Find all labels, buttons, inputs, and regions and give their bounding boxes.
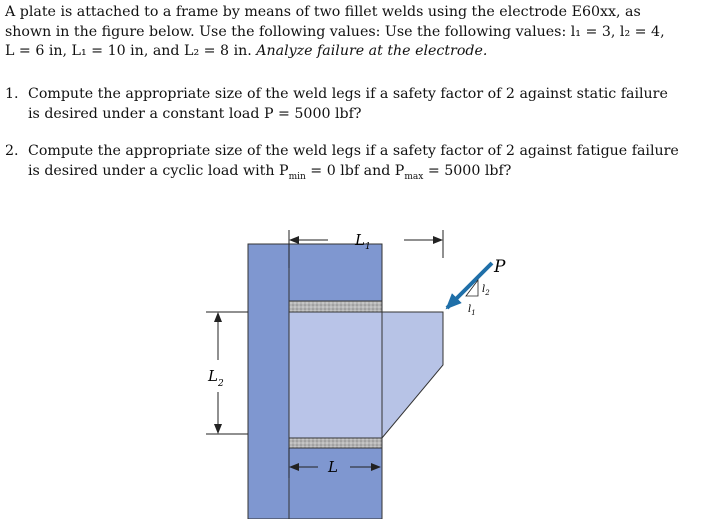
question-number: 1. — [5, 86, 19, 102]
intro-line-2: shown in the figure below. Use the following values: Use the following values: l₁ = 3, l₂ = 4, — [5, 23, 665, 40]
intro-line-1: A plate is attached to a frame by means of two fillet welds using the electrode E60xx, as — [5, 4, 641, 20]
question-1-line-2: is desired under a constant load P = 5000 lbf? — [28, 106, 362, 122]
question-2-text-a: is desired under a cyclic load with P — [28, 163, 289, 179]
subscript-min: min — [288, 171, 306, 182]
top-weld — [289, 301, 382, 312]
L1-label: $L_1$ — [355, 231, 371, 252]
question-2-line-1: Compute the appropriate size of the weld legs if a safety factor of 2 against fatigue failure — [28, 143, 679, 159]
question-2-text-b: = 0 lbf and P — [305, 163, 405, 179]
question-number: 2. — [5, 143, 19, 159]
L2-label: $L_2$ — [208, 367, 224, 389]
question-1-line-1: Compute the appropriate size of the weld legs if a safety factor of 2 against static failure — [28, 86, 668, 102]
subscript-max: max — [404, 171, 424, 182]
P-label: P — [494, 257, 506, 277]
L-label: L — [328, 458, 338, 476]
intro-line-3-italic: Analyze failure at the electrode. — [256, 43, 488, 59]
l1-label: $l_1$ — [468, 304, 476, 317]
bottom-weld — [289, 438, 382, 448]
question-2-text-c: = 5000 lbf? — [423, 163, 512, 179]
l2-label: $l_2$ — [482, 284, 490, 297]
plate-overlap — [289, 312, 382, 438]
intro-line-3-plain: L = 6 in, L₁ = 10 in, and L₂ = 8 in. — [5, 43, 257, 59]
load-P-arrow — [447, 263, 492, 308]
